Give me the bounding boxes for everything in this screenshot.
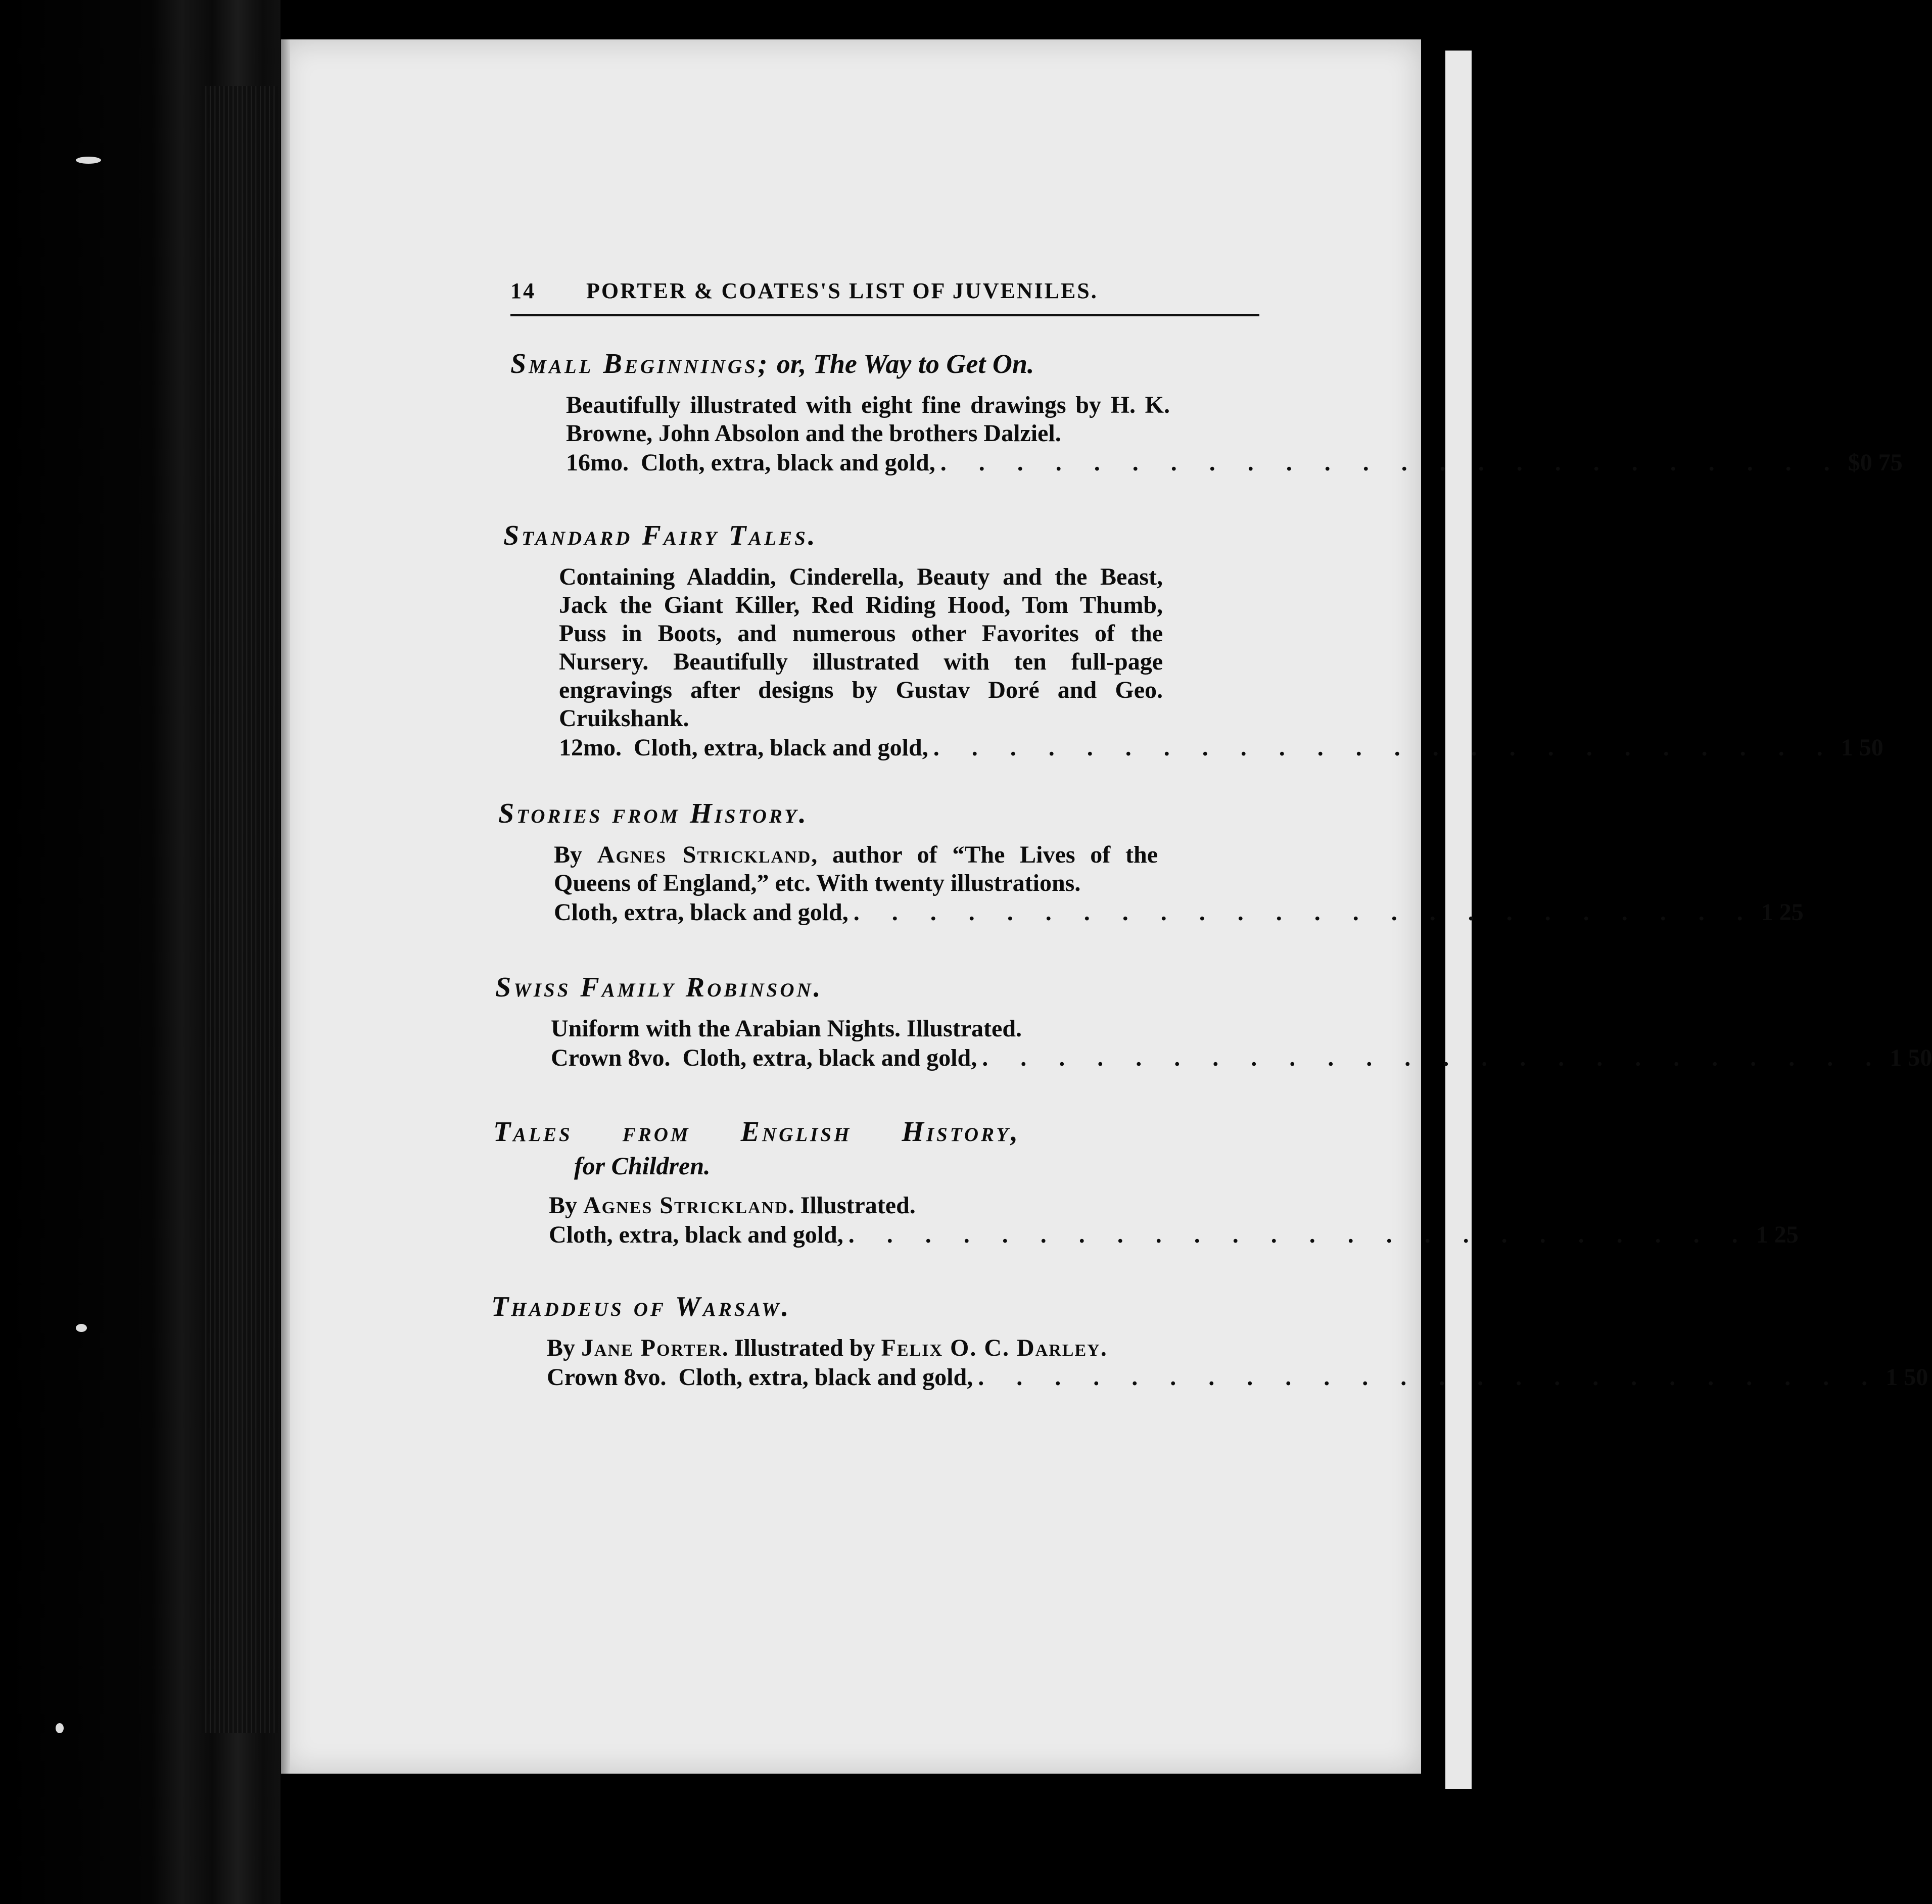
entry-price: 1 25 <box>1761 899 1804 926</box>
description-by: By <box>547 1335 582 1361</box>
entry-title: Standard Fairy Tales. <box>503 520 818 551</box>
catalog-entry <box>503 519 1883 763</box>
scan-speck <box>56 1723 64 1733</box>
catalog-entry <box>491 1291 1928 1393</box>
running-head <box>510 278 1258 304</box>
leader-dots: . . . . . . . . . . . . . . . . . . . . . . . . <box>940 449 1843 476</box>
entry-description: Beautifully illustrated with eight fine drawings by H. K. Browne, John Absolon and the brothers Dalziel. <box>566 392 1170 447</box>
entry-title: Tales from English History, <box>493 1116 1021 1148</box>
entry-price: 1 50 <box>1890 1044 1932 1071</box>
entry-title <box>510 348 1258 380</box>
leader-dots: . . . . . . . . . . . . . . . . . . . . . . . . <box>848 1221 1751 1248</box>
entry-price: $0 75 <box>1848 449 1903 476</box>
scan-speck <box>76 157 101 164</box>
entry-price: 1 25 <box>1756 1221 1799 1248</box>
leader-dots: . . . . . . . . . . . . . . . . . . . . . . . . <box>978 1364 1881 1391</box>
entry-title-line2: for Children. <box>574 1152 711 1180</box>
entry-format: Cloth, extra, black and gold, <box>554 899 849 926</box>
entry-price-line <box>554 897 1804 928</box>
entry-title: Thaddeus of Warsaw. <box>491 1291 791 1322</box>
entry-title: Stories from History. <box>498 798 809 829</box>
description-rest: . <box>1100 1335 1107 1361</box>
entry-format: Crown 8vo. Cloth, extra, black and gold, <box>547 1364 973 1391</box>
entry-price-line <box>559 733 1883 763</box>
description-by: By <box>549 1192 584 1219</box>
entry-description <box>547 1334 1151 1362</box>
entry-title-subtitle: or, The Way to Get On. <box>770 349 1034 379</box>
page-content <box>491 278 1932 1393</box>
page-number: 14 <box>510 278 536 303</box>
description-by: By <box>554 841 597 868</box>
entry-price-line <box>551 1043 1932 1073</box>
catalog-entry <box>493 1116 1799 1250</box>
description-rest: . Illustrated. <box>788 1192 916 1219</box>
entry-format: Cloth, extra, black and gold, <box>549 1221 843 1248</box>
entry-title-main: Small Beginnings; <box>510 348 770 379</box>
scan-speck <box>76 1324 87 1332</box>
author-name: Jane Porter <box>581 1335 722 1361</box>
catalog-entry <box>495 971 1932 1073</box>
entry-description <box>554 841 1158 897</box>
entry-format: 12mo. Cloth, extra, black and gold, <box>559 734 928 761</box>
page-gutter-edge <box>281 39 290 1774</box>
book-fore-edge <box>202 86 278 1733</box>
entry-price: 1 50 <box>1886 1364 1928 1391</box>
leader-dots: . . . . . . . . . . . . . . . . . . . . . . . . <box>853 899 1756 926</box>
entry-description: Containing Aladdin, Cinderella, Beauty and the Beast, Jack the Giant Killer, Red Riding Hood, Tom Thumb, Puss in Boots, and numerous other Favorites of the Nursery. Beautifully illustrated with ten full-page engravings after designs by Gustav Doré and Geo. Cruikshank. <box>559 563 1163 732</box>
illustrator-name: Felix O. C. Darley <box>881 1335 1101 1361</box>
catalog-entry <box>510 348 1903 478</box>
header-rule <box>510 314 1259 316</box>
entry-format: 16mo. Cloth, extra, black and gold, <box>566 449 935 476</box>
entry-title: Swiss Family Robinson. <box>495 972 823 1003</box>
entry-description: Uniform with the Arabian Nights. Illustrated. <box>551 1015 1022 1042</box>
entry-price: 1 50 <box>1841 734 1883 761</box>
leader-dots: . . . . . . . . . . . . . . . . . . . . . . . . <box>933 734 1836 761</box>
description-mid: . Illustrated by <box>722 1335 881 1361</box>
description-rest: , author of “The Lives of the Queens of England,” etc. With twenty illustrations. <box>554 841 1158 896</box>
catalog-entry <box>498 797 1804 928</box>
running-head-title: PORTER & COATES'S LIST OF JUVENILES. <box>586 278 1098 303</box>
author-name: Agnes Strickland <box>597 841 812 868</box>
entry-price-line <box>566 448 1903 478</box>
entry-price-line <box>549 1220 1799 1250</box>
entry-format: Crown 8vo. Cloth, extra, black and gold, <box>551 1044 977 1071</box>
leader-dots: . . . . . . . . . . . . . . . . . . . . . . . . <box>982 1044 1885 1071</box>
author-name: Agnes Strickland <box>583 1192 788 1219</box>
entry-description <box>549 1192 1153 1220</box>
entry-price-line <box>547 1362 1928 1393</box>
